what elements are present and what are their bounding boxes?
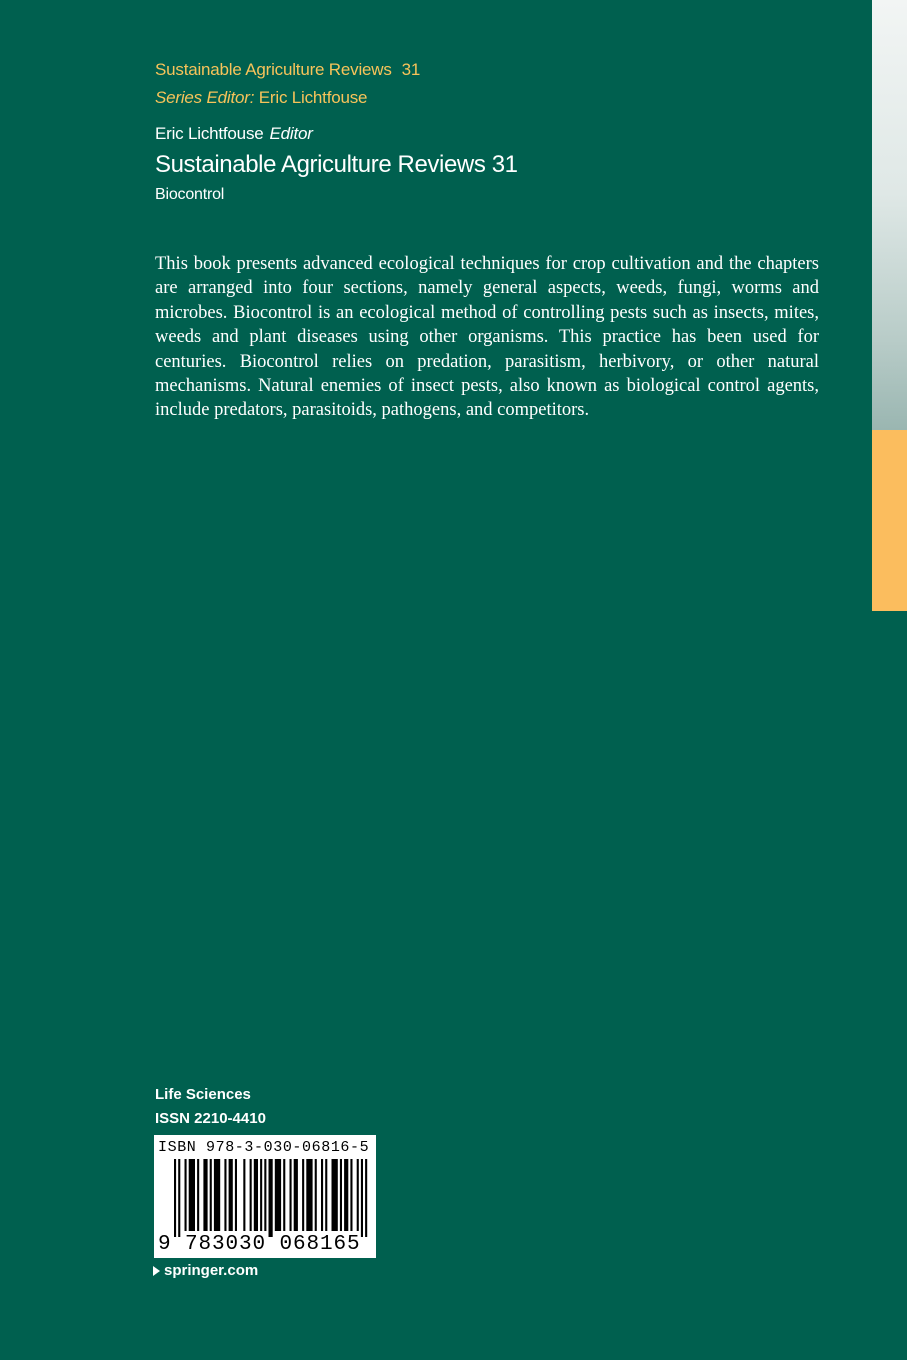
series-name: Sustainable Agriculture Reviews	[155, 60, 392, 79]
barcode-bar	[224, 1159, 226, 1231]
barcode-bar	[321, 1159, 323, 1231]
arrow-right-icon	[153, 1266, 160, 1276]
barcode-bar	[283, 1159, 285, 1231]
barcode-bar	[214, 1159, 220, 1231]
barcode-bar	[264, 1159, 266, 1231]
barcode-bar	[210, 1159, 212, 1231]
barcode-bar	[340, 1159, 342, 1231]
series-number: 31	[401, 60, 421, 79]
isbn-label: ISBN 978-3-030-06816-5	[158, 1139, 370, 1156]
book-editor-name: Eric Lichtfouse	[155, 124, 264, 143]
barcode-bar	[260, 1159, 262, 1231]
series-editor	[155, 88, 367, 108]
series-title	[155, 60, 420, 80]
website-label: springer.com	[164, 1262, 259, 1279]
barcode-bar	[235, 1159, 237, 1231]
edge-accent-bar	[872, 430, 907, 611]
isbn-barcode	[154, 1135, 376, 1258]
book-subtitle: Biocontrol	[155, 186, 225, 203]
barcode-bar	[203, 1159, 207, 1231]
barcode-bar	[197, 1159, 199, 1231]
barcode-bar	[306, 1159, 312, 1231]
barcode-bar	[189, 1159, 195, 1231]
barcode-bar	[250, 1159, 252, 1231]
barcode-bar	[361, 1159, 363, 1237]
barcode-bar	[357, 1159, 359, 1231]
barcode-bar	[269, 1159, 273, 1237]
barcode-bar	[315, 1159, 317, 1231]
barcode-bar	[275, 1159, 281, 1231]
book-title: Sustainable Agriculture Reviews 31	[155, 151, 518, 178]
book-description: This book presents advanced ecological techniques for crop cultivation and the chapters are arranged into four sections, namely general aspects, weeds, fungi, worms and microbes. Biocontrol is an ecological method of controlling pests such as insects, mites, weeds and plant diseases using other organisms. This practice has been used for centuries. Biocontrol relies on predation, parasitism, herbivory, or other natural mechanisms. Natural enemies of insect pests, also known as biological control agents, include predators, parasitoids, pathogens, and competitors.	[155, 254, 819, 421]
barcode-bar	[290, 1159, 292, 1231]
issn: ISSN 2210-4410	[155, 1110, 266, 1127]
barcode-bar	[229, 1159, 233, 1231]
subject-category: Life Sciences	[155, 1086, 251, 1103]
barcode-bar	[254, 1159, 258, 1231]
barcode-bar	[174, 1159, 176, 1237]
edge-strip	[872, 0, 907, 430]
barcode-bar	[178, 1159, 180, 1237]
book-editor	[155, 124, 313, 144]
barcode-bar	[344, 1159, 348, 1231]
publisher-website[interactable]	[153, 1262, 258, 1279]
barcode-digits: 9 783030 068165	[158, 1233, 361, 1256]
barcode-bar	[332, 1159, 338, 1231]
series-editor-name: Eric Lichtfouse	[258, 88, 368, 107]
barcode-bar	[243, 1159, 245, 1231]
barcode-bar	[185, 1159, 187, 1231]
barcode-bar	[294, 1159, 298, 1231]
book-editor-role: Editor	[269, 124, 313, 143]
series-editor-role: Series Editor:	[155, 88, 255, 107]
barcode-bar	[365, 1159, 367, 1237]
barcode-bar	[325, 1159, 327, 1231]
barcode-bar	[350, 1159, 352, 1231]
barcode-bar	[302, 1159, 304, 1231]
